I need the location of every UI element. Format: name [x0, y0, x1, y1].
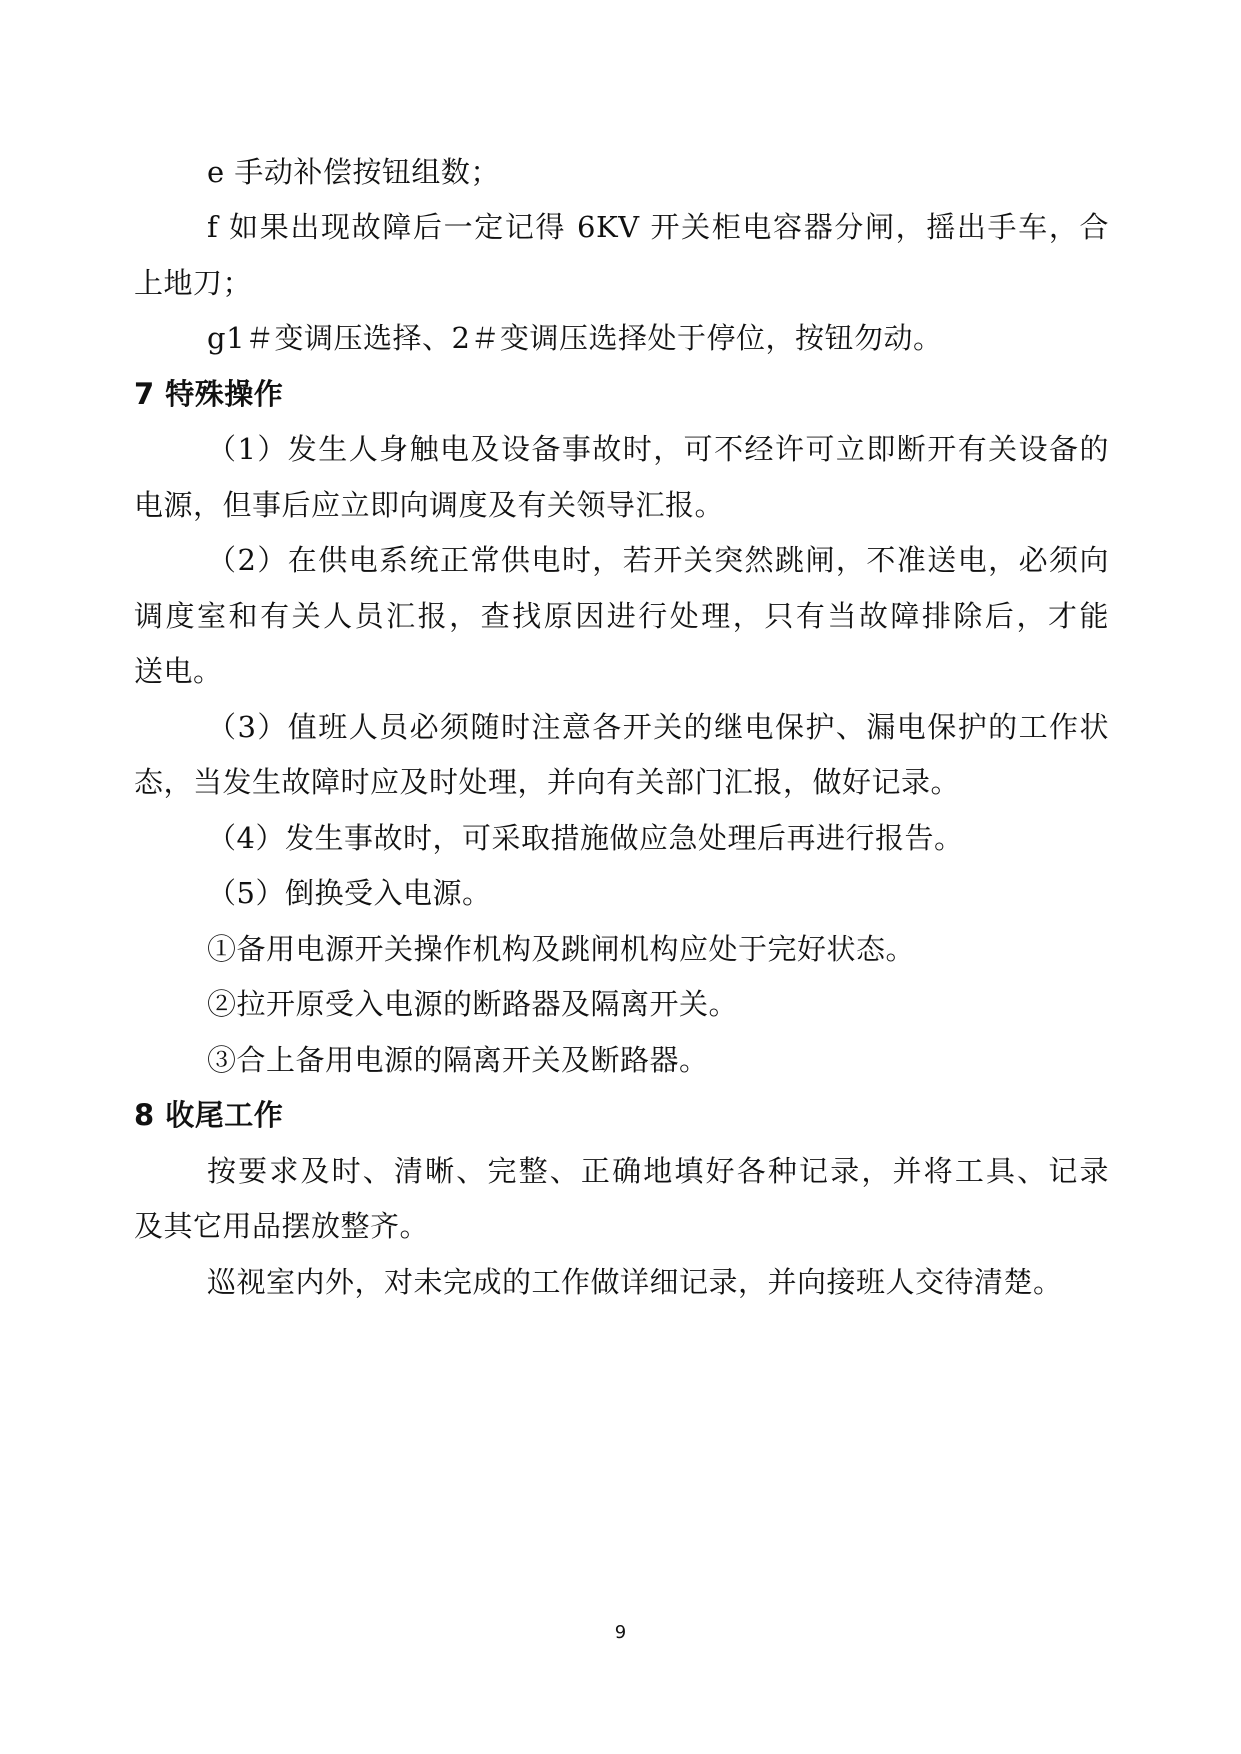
page-number: 9 — [614, 1622, 627, 1643]
text-line-f: f 如果出现故障后一定记得 6KV 开关柜电容器分闸，摇出手车，合 — [207, 210, 1109, 244]
paragraph-1-line-2: 电源，但事后应立即向调度及有关领导汇报。 — [134, 488, 725, 522]
paragraph-5: （5）倒换受入电源。 — [207, 876, 492, 910]
closing-paragraph-2: 巡视室内外，对未完成的工作做详细记录，并向接班人交待清楚。 — [207, 1265, 1063, 1299]
closing-paragraph-1-line-2: 及其它用品摆放整齐。 — [134, 1209, 430, 1243]
list-item-3: ③合上备用电源的隔离开关及断路器。 — [207, 1043, 709, 1077]
paragraph-3-line-2: 态，当发生故障时应及时处理，并向有关部门汇报，做好记录。 — [134, 765, 961, 799]
closing-paragraph-1-line-1: 按要求及时、清晰、完整、正确地填好各种记录，并将工具、记录 — [207, 1154, 1109, 1188]
section-heading-7: 7 特殊操作 — [134, 377, 284, 411]
section-heading-8: 8 收尾工作 — [134, 1098, 284, 1132]
paragraph-1-line-1: （1）发生人身触电及设备事故时，可不经许可立即断开有关设备的 — [207, 432, 1109, 466]
list-item-1: ①备用电源开关操作机构及跳闸机构应处于完好状态。 — [207, 932, 916, 966]
paragraph-2-line-1: （2）在供电系统正常供电时，若开关突然跳闸，不准送电，必须向 — [207, 543, 1109, 577]
paragraph-2-line-3: 送电。 — [134, 654, 223, 688]
paragraph-3-line-1: （3）值班人员必须随时注意各开关的继电保护、漏电保护的工作状 — [207, 710, 1109, 744]
text-line-g: g1＃变调压选择、2＃变调压选择处于停位，按钮勿动。 — [207, 321, 943, 355]
list-item-2: ②拉开原受入电源的断路器及隔离开关。 — [207, 987, 739, 1021]
paragraph-2-line-2: 调度室和有关人员汇报，查找原因进行处理，只有当故障排除后，才能 — [134, 599, 1109, 633]
text-line-e: e 手动补偿按钮组数； — [207, 155, 500, 189]
text-line-f-cont: 上地刀； — [134, 266, 253, 300]
paragraph-4: （4）发生事故时，可采取措施做应急处理后再进行报告。 — [207, 821, 964, 855]
